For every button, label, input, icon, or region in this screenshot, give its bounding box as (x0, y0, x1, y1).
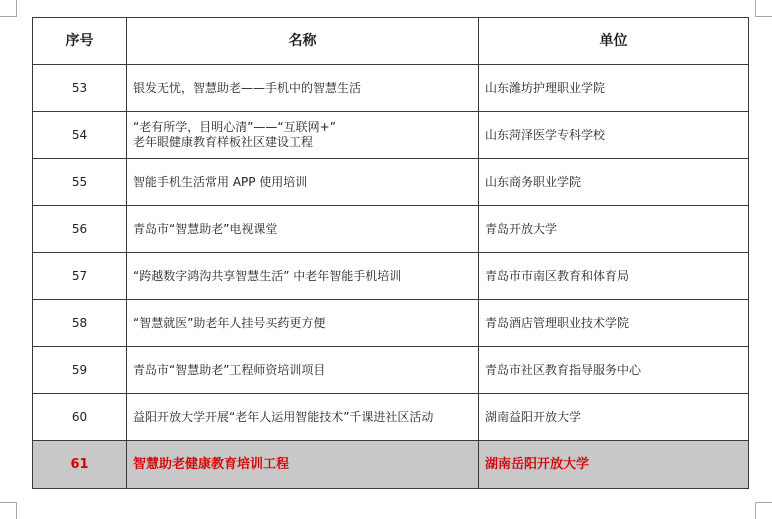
table-row (33, 112, 749, 159)
row-name: “老有所学，目明心清”——“互联网+” 老年眼健康教育样板社区建设工程 (127, 112, 479, 159)
table-row-highlighted (33, 441, 749, 489)
row-org: 青岛开放大学 (479, 206, 749, 253)
row-org: 青岛市社区教育指导服务中心 (479, 347, 749, 394)
header-num: 序号 (33, 18, 127, 65)
row-name: 青岛市“智慧助老”电视课堂 (127, 206, 479, 253)
row-num: 55 (33, 159, 127, 206)
row-num: 53 (33, 65, 127, 112)
page-corner-mark-top-right (755, 0, 772, 17)
row-name: 银发无忧，智慧助老——手机中的智慧生活 (127, 65, 479, 112)
table-row (33, 300, 749, 347)
row-num: 60 (33, 394, 127, 441)
row-name: “跨越数字鸿沟共享智慧生活” 中老年智能手机培训 (127, 253, 479, 300)
header-org: 单位 (479, 18, 749, 65)
row-org: 湖南岳阳开放大学 (479, 441, 749, 489)
page-corner-mark-bottom-left (0, 502, 17, 519)
row-name: 智能手机生活常用 APP 使用培训 (127, 159, 479, 206)
row-org: 青岛酒店管理职业技术学院 (479, 300, 749, 347)
table-row (33, 253, 749, 300)
table-header-row (33, 18, 749, 65)
row-org: 山东潍坊护理职业学院 (479, 65, 749, 112)
table-row (33, 206, 749, 253)
row-name: 智慧助老健康教育培训工程 (127, 441, 479, 489)
table-row (33, 65, 749, 112)
row-num: 59 (33, 347, 127, 394)
row-name: “智慧就医”助老年人挂号买药更方便 (127, 300, 479, 347)
table-row (33, 159, 749, 206)
row-name: 青岛市“智慧助老”工程师资培训项目 (127, 347, 479, 394)
table-row (33, 347, 749, 394)
page-corner-mark-bottom-right (755, 502, 772, 519)
page-corner-mark-top-left (0, 0, 17, 17)
row-org: 山东商务职业学院 (479, 159, 749, 206)
row-org: 山东菏泽医学专科学校 (479, 112, 749, 159)
row-num: 58 (33, 300, 127, 347)
row-name: 益阳开放大学开展“老年人运用智能技术”千课进社区活动 (127, 394, 479, 441)
header-name: 名称 (127, 18, 479, 65)
row-num: 54 (33, 112, 127, 159)
project-table (32, 17, 749, 489)
table-row (33, 394, 749, 441)
row-org: 湖南益阳开放大学 (479, 394, 749, 441)
row-num: 56 (33, 206, 127, 253)
row-org: 青岛市市南区教育和体育局 (479, 253, 749, 300)
row-num: 61 (33, 441, 127, 489)
row-num: 57 (33, 253, 127, 300)
